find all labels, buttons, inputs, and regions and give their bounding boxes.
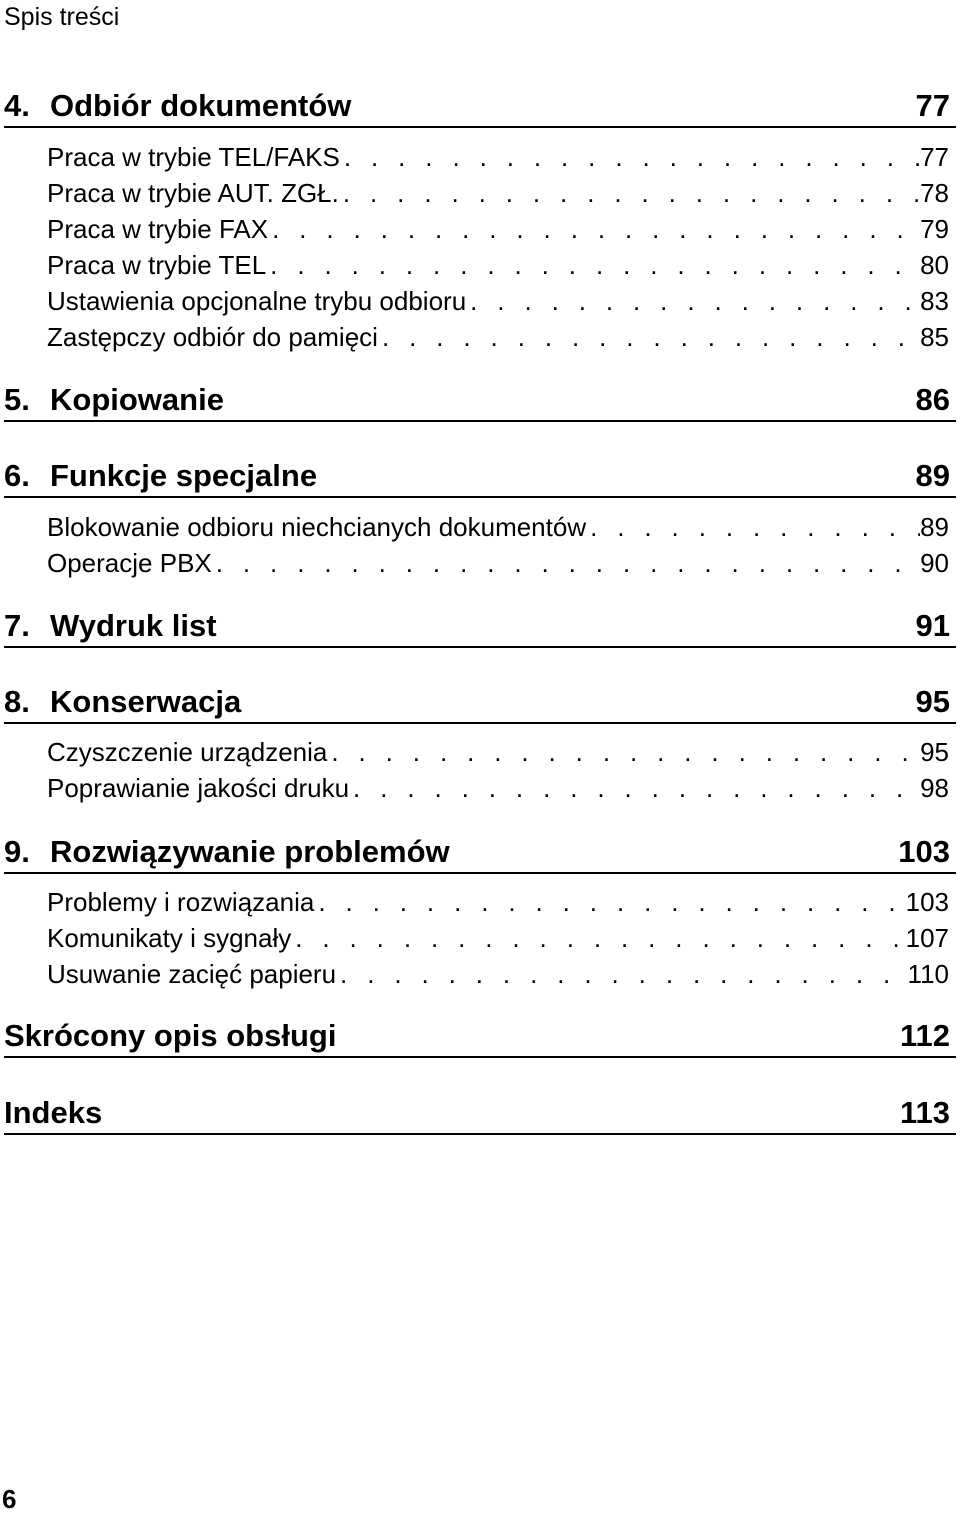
dot-leader	[266, 247, 920, 283]
toc-appendix-quick-guide[interactable]	[4, 1016, 956, 1058]
chapter-number: 7.	[4, 608, 30, 643]
entry-title: Praca w trybie TEL/FAKS	[47, 142, 340, 172]
dot-leader	[339, 175, 920, 211]
toc-entry[interactable]	[47, 211, 949, 247]
entry-page: 103	[905, 887, 949, 917]
chapter-number: 5.	[4, 382, 30, 417]
chapter-title: Funkcje specjalne	[50, 458, 318, 493]
page-header-title: Spis treści	[4, 3, 120, 31]
chapter-title: Kopiowanie	[50, 382, 224, 417]
toc-entry[interactable]	[47, 283, 949, 319]
chapter-page: 77	[915, 88, 950, 123]
dot-leader	[268, 211, 920, 247]
entry-page: 83	[920, 286, 949, 316]
entry-page: 77	[920, 142, 949, 172]
dot-leader	[314, 884, 905, 920]
entry-title: Praca w trybie AUT. ZGŁ.	[47, 178, 339, 208]
entry-page: 85	[920, 322, 949, 352]
appendix-title: Skrócony opis obsługi	[4, 1018, 337, 1053]
entry-page: 89	[920, 512, 949, 542]
entry-title: Komunikaty i sygnały	[47, 923, 292, 953]
toc-chapter-8[interactable]	[4, 682, 956, 724]
entry-title: Zastępczy odbiór do pamięci	[47, 322, 378, 352]
entry-title: Ustawienia opcjonalne trybu odbioru	[47, 286, 467, 316]
toc-chapter-7[interactable]	[4, 606, 956, 648]
entry-page: 90	[920, 548, 949, 578]
dot-leader	[327, 734, 920, 770]
toc-entry[interactable]	[47, 734, 949, 770]
chapter-title: Rozwiązywanie problemów	[50, 834, 450, 869]
toc-chapter-9[interactable]	[4, 832, 956, 874]
appendix-page: 113	[899, 1095, 950, 1130]
toc-entry[interactable]	[47, 247, 949, 283]
toc-chapter-6[interactable]	[4, 456, 956, 498]
entry-page: 80	[920, 250, 949, 280]
chapter-page: 95	[915, 684, 950, 719]
entry-page: 78	[920, 178, 949, 208]
chapter-number: 4.	[4, 88, 30, 123]
chapter-heading	[4, 456, 317, 496]
toc-entry[interactable]	[47, 139, 949, 175]
chapter-heading	[4, 682, 241, 722]
dot-leader	[349, 770, 920, 806]
toc-chapter-4[interactable]	[4, 86, 956, 128]
chapter-page: 91	[915, 608, 950, 643]
entry-title: Poprawianie jakości druku	[47, 773, 350, 803]
toc-entry[interactable]	[47, 545, 949, 581]
dot-leader	[378, 319, 920, 355]
entry-title: Blokowanie odbioru niechcianych dokumentów	[47, 512, 587, 542]
toc-chapter-5[interactable]	[4, 380, 956, 422]
toc-entry[interactable]	[47, 175, 949, 211]
appendix-page: 112	[899, 1018, 950, 1053]
entry-page: 107	[905, 923, 949, 953]
chapter-title: Wydruk list	[50, 608, 217, 643]
chapter-number: 8.	[4, 684, 30, 719]
entry-title: Praca w trybie FAX	[47, 214, 269, 244]
toc-appendix-index[interactable]	[4, 1093, 956, 1135]
entry-page: 110	[907, 959, 949, 989]
entry-title: Czyszczenie urządzenia	[47, 737, 328, 767]
chapter-heading	[4, 606, 217, 646]
dot-leader	[212, 545, 920, 581]
entry-page: 79	[920, 214, 949, 244]
chapter-title: Konserwacja	[50, 684, 242, 719]
chapter-number: 9.	[4, 834, 30, 869]
appendix-title: Indeks	[4, 1095, 103, 1130]
toc-entry[interactable]	[47, 509, 949, 545]
entry-page: 98	[920, 773, 949, 803]
toc-entry[interactable]	[47, 956, 949, 992]
page-number: 6	[2, 1484, 17, 1514]
chapter-heading	[4, 86, 351, 126]
toc-entry[interactable]	[47, 770, 949, 806]
chapter-page: 86	[915, 382, 950, 417]
toc-entry[interactable]	[47, 319, 949, 355]
chapter-heading	[4, 832, 450, 872]
dot-leader	[340, 139, 920, 175]
dot-leader	[466, 283, 920, 319]
chapter-page: 89	[915, 458, 950, 493]
entry-title: Problemy i rozwiązania	[47, 887, 315, 917]
chapter-number: 6.	[4, 458, 30, 493]
entry-title: Praca w trybie TEL	[47, 250, 267, 280]
entry-title: Operacje PBX	[47, 548, 212, 578]
dot-leader	[291, 920, 905, 956]
chapter-title: Odbiór dokumentów	[50, 88, 352, 123]
chapter-page: 103	[898, 834, 950, 869]
entry-title: Usuwanie zacięć papieru	[47, 959, 337, 989]
chapter-heading	[4, 380, 224, 420]
toc-entry[interactable]	[47, 884, 949, 920]
entry-page: 95	[920, 737, 949, 767]
toc-entry[interactable]	[47, 920, 949, 956]
dot-leader	[336, 956, 908, 992]
dot-leader	[586, 509, 920, 545]
